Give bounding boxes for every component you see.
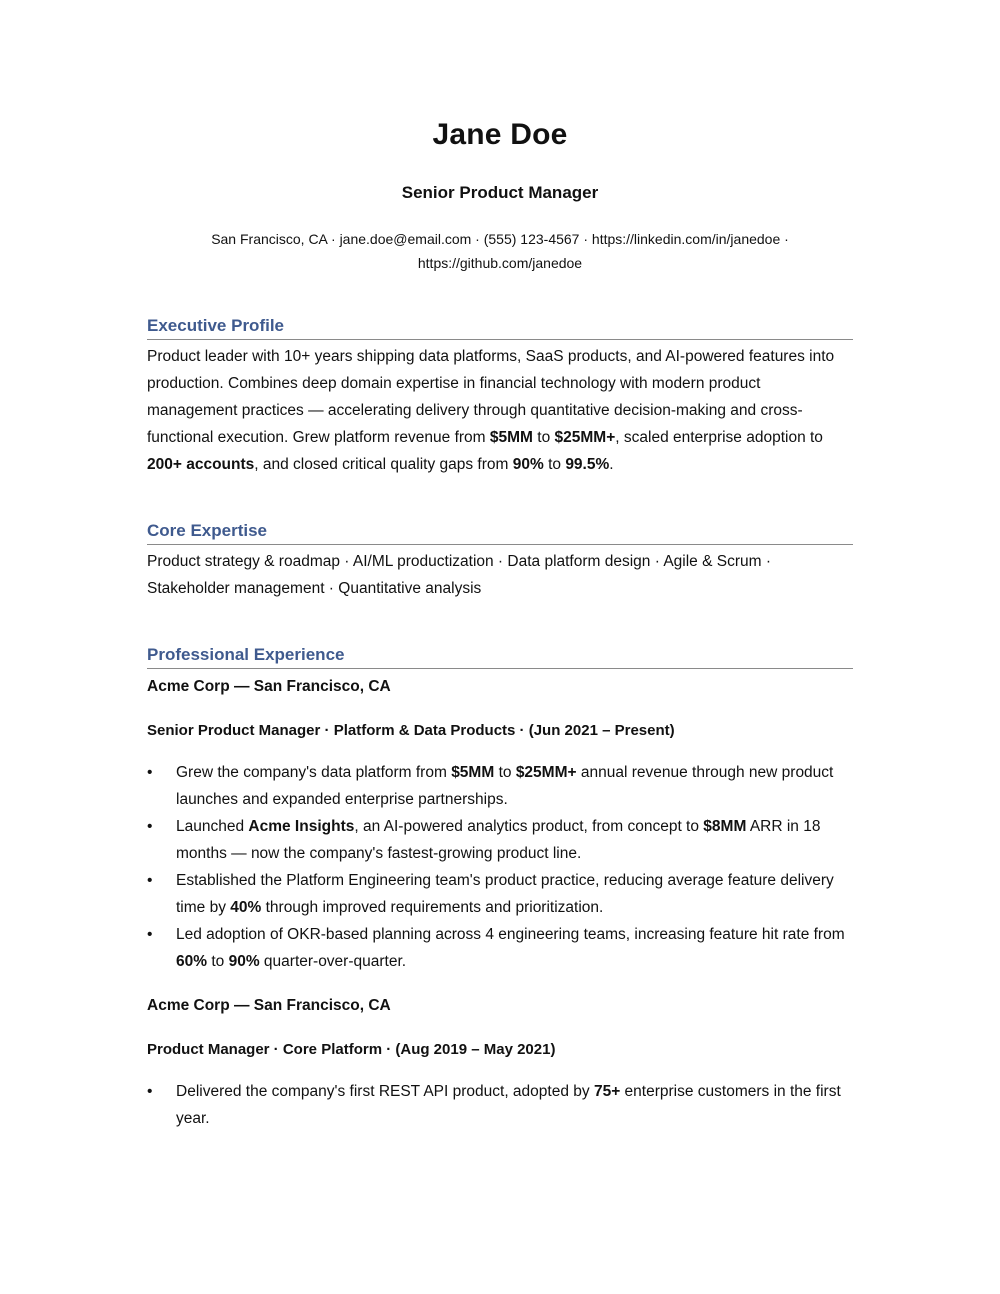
- bold-run: $5MM: [451, 764, 495, 781]
- text-run: , scaled enterprise adoption to: [615, 429, 823, 446]
- bold-run: Acme Insights: [248, 818, 355, 835]
- job-role: Senior Product Manager · Platform & Data Products · (Jun 2021 – Present): [147, 722, 675, 739]
- bold-run: $8MM: [703, 818, 747, 835]
- expertise-section: [147, 521, 853, 602]
- bold-run: 60%: [176, 953, 208, 970]
- expertise-paragraph: Product strategy & roadmap · AI/ML productization · Data platform design · Agile & Scrum · Stakeholder management · Quantitative analysis: [147, 553, 772, 597]
- contact-line: https://github.com/janedoe: [417, 255, 583, 271]
- text-run: Grew the company's data platform from: [176, 764, 452, 781]
- section-heading: Professional Experience: [147, 645, 853, 669]
- profile-section: [147, 316, 853, 478]
- job-entry: [147, 672, 853, 975]
- bold-run: $5MM: [489, 429, 533, 446]
- job-company: Acme Corp — San Francisco, CA: [147, 997, 391, 1014]
- text-run: Product leader with 10+ years shipping data platforms, SaaS products, and AI-powered features into production. Combines deep domain expertise in financial technology with modern product management practices — accelerating delivery through quantitative decision-making and cross-functional execution. Grew platform revenue from: [147, 348, 835, 446]
- text-run: , and closed critical quality gaps from: [254, 456, 513, 473]
- text-run: Led adoption of OKR-based planning across 4 engineering teams, increasing feature hit rate from: [176, 926, 845, 943]
- contact-line: San Francisco, CA · jane.doe@email.com · (555) 123-4567 · https://linkedin.com/in/janedoe ·: [211, 231, 789, 247]
- list-item: [147, 867, 853, 921]
- section-heading: Core Expertise: [147, 521, 853, 545]
- text-run: Launched: [176, 818, 249, 835]
- text-run: to: [543, 456, 566, 473]
- job-bullets: [147, 759, 853, 975]
- candidate-name: Jane Doe: [432, 118, 568, 151]
- text-run: quarter-over-quarter.: [259, 953, 407, 970]
- bullet-icon: •: [147, 764, 153, 781]
- bold-run: 40%: [230, 899, 262, 916]
- bullet-icon: •: [147, 818, 153, 835]
- experience-section: [147, 645, 853, 1132]
- list-item: [147, 759, 853, 813]
- bold-run: $25MM+: [554, 429, 616, 446]
- text-run: to: [207, 953, 229, 970]
- text-run: through improved requirements and prioritization.: [261, 899, 604, 916]
- text-run: Established the Platform Engineering team's product practice, reducing average feature delivery time by: [176, 872, 834, 916]
- bullet-icon: •: [147, 872, 153, 889]
- list-item: [147, 921, 853, 975]
- text-run: .: [609, 456, 614, 473]
- text-run: to: [494, 764, 516, 781]
- list-item: [147, 1078, 853, 1132]
- profile-paragraph: [147, 343, 853, 478]
- text-run: Delivered the company's first REST API product, adopted by: [176, 1083, 594, 1100]
- text-run: to: [532, 429, 555, 446]
- bold-run: 90%: [228, 953, 260, 970]
- contact-info: [200, 227, 800, 275]
- list-item: [147, 813, 853, 867]
- bold-run: $25MM+: [515, 764, 577, 781]
- text-run: ARR in 18 months — now the company's fastest-growing product line.: [176, 818, 821, 862]
- job-bullets: [147, 1078, 853, 1132]
- bullet-icon: •: [147, 926, 153, 943]
- section-heading: Executive Profile: [147, 316, 853, 340]
- bold-run: 75+: [593, 1083, 621, 1100]
- candidate-title: Senior Product Manager: [401, 183, 599, 202]
- bullet-icon: •: [147, 1083, 153, 1100]
- text-run: enterprise customers in the first year.: [176, 1083, 841, 1127]
- job-entry: [147, 991, 853, 1132]
- job-company: Acme Corp — San Francisco, CA: [147, 678, 391, 695]
- bold-run: 90%: [512, 456, 544, 473]
- text-run: annual revenue through new product launches and expanded enterprise partnerships.: [176, 764, 834, 808]
- bold-run: 200+ accounts: [147, 456, 255, 473]
- bold-run: 99.5%: [565, 456, 610, 473]
- text-run: , an AI-powered analytics product, from concept to: [354, 818, 704, 835]
- job-role: Product Manager · Core Platform · (Aug 2019 – May 2021): [147, 1041, 556, 1058]
